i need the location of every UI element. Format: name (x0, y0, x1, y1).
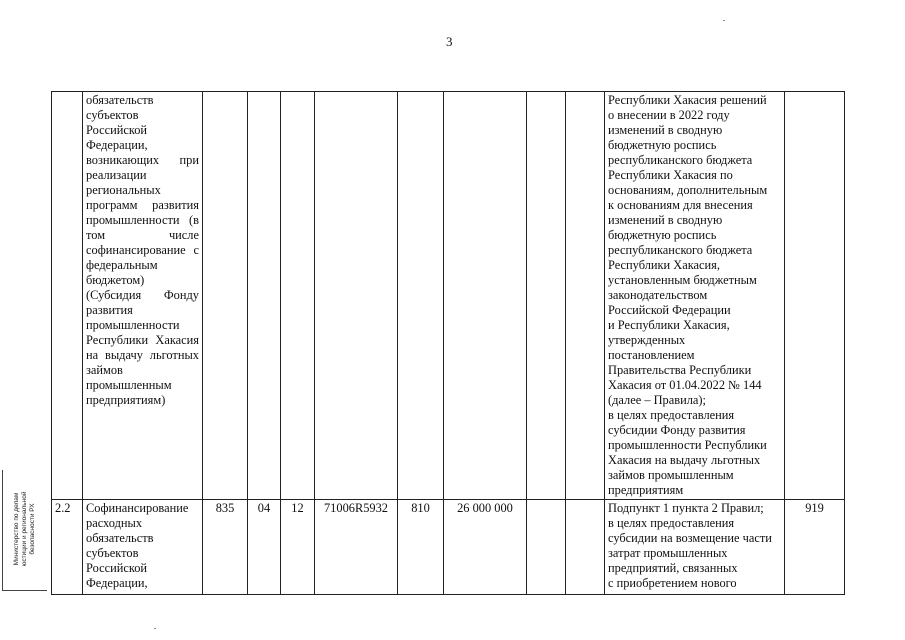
registration-stamp (2, 470, 47, 591)
empty-cell (566, 92, 605, 500)
scan-speck (723, 20, 725, 21)
target-article-code (315, 92, 398, 500)
expense-name: Софинансирование расходных обязательств субъектов Российской Федерации, (83, 500, 203, 595)
section-code (248, 92, 281, 500)
budget-changes-table (51, 91, 845, 595)
table-row (52, 500, 845, 595)
expense-type-code (398, 92, 444, 500)
grbs-code: 835 (203, 500, 248, 595)
expense-type-code: 810 (398, 500, 444, 595)
section-code: 04 (248, 500, 281, 595)
table-row (52, 92, 845, 500)
row-number (52, 92, 83, 500)
row-number: 2.2 (52, 500, 83, 595)
basis-code (785, 92, 845, 500)
amount: 26 000 000 (444, 500, 527, 595)
subsection-code: 12 (281, 500, 315, 595)
page-number: 3 (446, 34, 453, 49)
target-article-code: 71006R5932 (315, 500, 398, 595)
scan-speck (154, 628, 156, 629)
empty-cell (527, 500, 566, 595)
subsection-code (281, 92, 315, 500)
change-basis: Подпункт 1 пункта 2 Правил; в целях предоставления субсидии на возмещение части затрат промышленных предприятий, связанных с приобретением нового (605, 500, 785, 595)
expense-name: обязательств субъектов Российской Федерации, возникающих при реализации региональных программ развития промышленности (в том числе софинансирование с федеральным бюджетом) (Субсидия Фонду развития промышленности Республики Хакасия на выдачу льготных займов промышленным предприятиям) (83, 92, 203, 500)
change-basis: Республики Хакасия решений о внесении в 2022 году изменений в сводную бюджетную роспись республиканского бюджета Республики Хакасия по основаниям, дополнительным к основаниям для внесения изменений в сводную бюджетную роспись республиканского бюджета Республики Хакасия, установленным бюджетным законодательством Российской Федерации и Республики Хакасия, утвержденных постановлением Правительства Республики Хакасия от 01.04.2022 № 144 (далее – Правила); в целях предоставления субсидии Фонду развития промышленности Республики Хакасия на выдачу льготных займов промышленным предприятиям (605, 92, 785, 500)
grbs-code (203, 92, 248, 500)
basis-code: 919 (785, 500, 845, 595)
amount (444, 92, 527, 500)
empty-cell (527, 92, 566, 500)
empty-cell (566, 500, 605, 595)
stamp-text: Министерство по делам юстиции и региональной безопасности РХ (13, 491, 36, 567)
